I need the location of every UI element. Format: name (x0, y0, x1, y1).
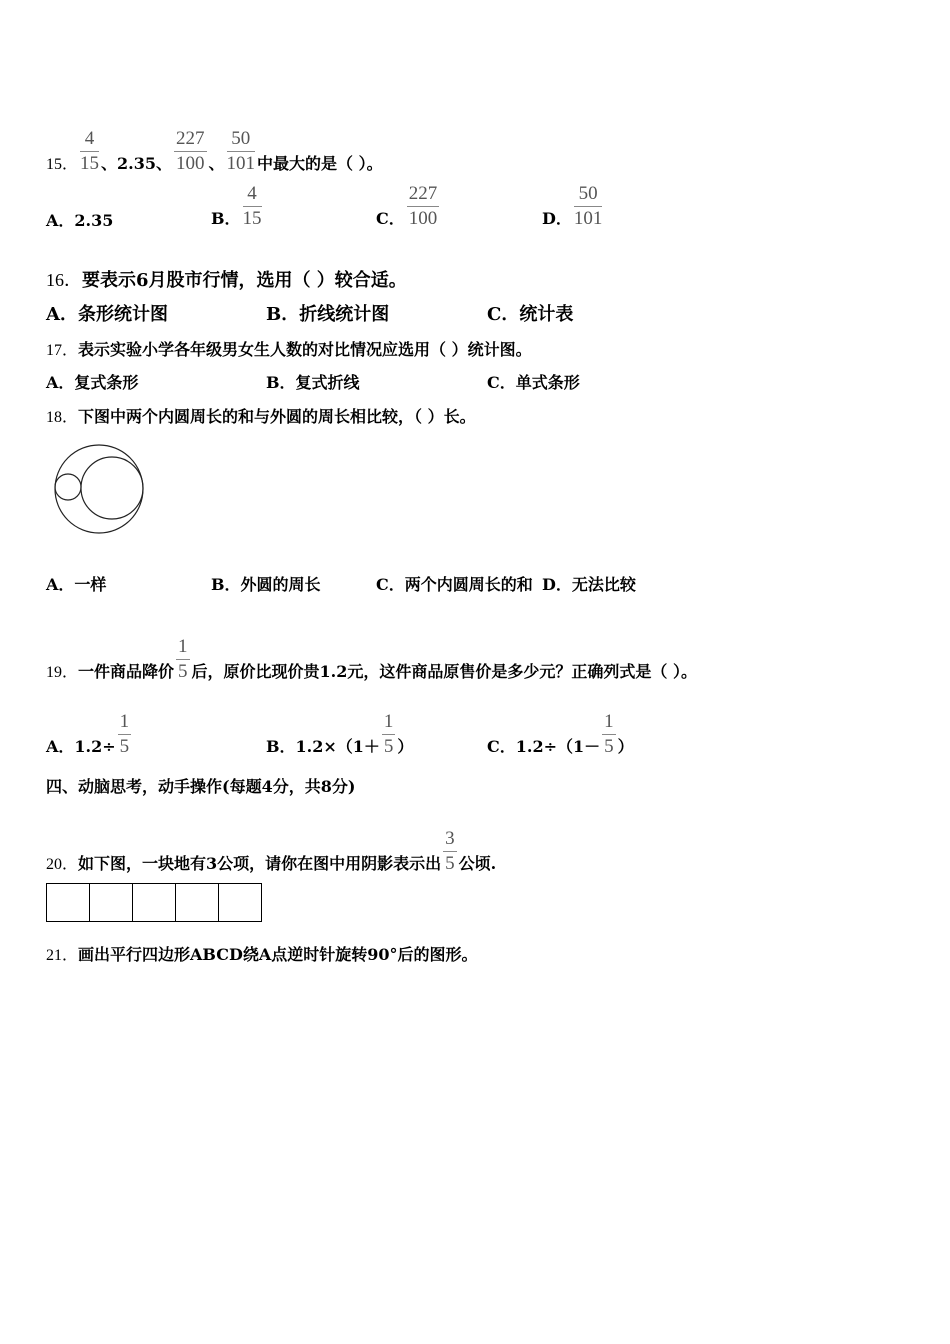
option-text: 2.35 (74, 211, 114, 230)
question-text: 后，原价比现价贵1.2元，这件商品原售价是多少元？正确列式是（ ）。 (191, 662, 697, 681)
question-number: 19． (46, 664, 79, 681)
option-text: 统计表 (519, 304, 574, 325)
question-text: 中最大的是（ ）。 (257, 154, 383, 173)
option-b[interactable] (266, 710, 413, 759)
fraction (443, 827, 457, 876)
option-label: C． (487, 737, 516, 756)
question-15 (46, 127, 383, 176)
denominator: 5 (119, 736, 130, 757)
question-18-options (46, 575, 926, 595)
option-c[interactable] (376, 182, 441, 231)
fraction (602, 710, 616, 759)
option-label: C． (487, 373, 516, 392)
option-label: A． (46, 373, 75, 392)
grid-cell[interactable] (47, 884, 90, 921)
question-number: 18． (46, 409, 79, 426)
fraction (174, 127, 207, 176)
option-label: A． (46, 211, 75, 230)
option-a[interactable] (46, 710, 133, 759)
option-text: 无法比较 (571, 575, 636, 594)
numerator: 4 (243, 182, 262, 207)
option-label: C． (376, 209, 405, 228)
question-number: 17． (46, 342, 79, 359)
denominator: 100 (176, 153, 205, 174)
fraction (243, 182, 262, 231)
fraction (574, 182, 603, 231)
option-text: 两个内圆周长的和 (404, 575, 533, 594)
option-b[interactable] (266, 373, 360, 393)
question-text: 要表示6月股市行情，选用（ ）较合适。 (82, 270, 407, 291)
grid-cell[interactable] (219, 884, 261, 921)
option-d[interactable] (542, 575, 636, 595)
fraction (407, 182, 440, 231)
numerator: 4 (80, 127, 99, 152)
circles-diagram (50, 440, 150, 540)
option-a[interactable] (46, 305, 168, 325)
option-text: 一样 (74, 575, 107, 594)
numerator: 1 (602, 710, 616, 735)
option-label: B． (266, 304, 300, 325)
option-d[interactable] (542, 182, 604, 231)
small-inner-circle (55, 474, 81, 500)
option-label: A． (46, 304, 78, 325)
question-number: 20． (46, 856, 79, 873)
question-number: 16． (46, 270, 82, 290)
section-heading: 四、动脑思考，动手操作(每题4分，共8分) (46, 777, 356, 796)
option-label: D． (542, 575, 572, 594)
option-c[interactable] (376, 575, 533, 595)
option-label: D． (542, 209, 572, 228)
fraction (118, 710, 132, 759)
numerator: 1 (118, 710, 132, 735)
question-16 (46, 270, 407, 291)
numerator: 50 (574, 182, 603, 207)
denominator: 100 (408, 208, 438, 229)
numerator: 1 (382, 710, 396, 735)
fraction (382, 710, 396, 759)
denominator: 5 (383, 736, 394, 757)
option-a[interactable] (46, 373, 138, 393)
question-text: 公顷. (458, 854, 497, 873)
option-label: B． (211, 575, 241, 594)
option-text: 单式条形 (515, 373, 580, 392)
option-c[interactable] (487, 305, 573, 325)
question-20 (46, 827, 496, 876)
option-text: 复式折线 (295, 373, 360, 392)
option-text: 1.2÷（1－ (515, 737, 601, 756)
question-17-options (46, 373, 926, 393)
option-text: 1.2÷ (74, 737, 116, 756)
question-17 (46, 340, 532, 361)
question-text: 一件商品降价 (78, 662, 175, 681)
question-text: 表示实验小学各年级男女生人数的对比情况应选用（ ）统计图。 (78, 340, 532, 359)
denominator: 5 (604, 736, 614, 757)
option-label: C． (487, 304, 520, 325)
denominator: 101 (573, 208, 603, 229)
separator: 、 (208, 154, 225, 173)
option-label: C． (376, 575, 405, 594)
option-label: A． (46, 575, 75, 594)
large-inner-circle (81, 457, 143, 519)
question-text: 下图中两个内圆周长的和与外圆的周长相比较，（ ）长。 (78, 407, 476, 426)
question-number: 21． (46, 947, 79, 964)
numerator: 227 (174, 127, 207, 152)
denominator: 5 (445, 853, 455, 874)
option-label: A． (46, 737, 75, 756)
fraction (80, 127, 99, 176)
fraction (176, 635, 190, 684)
separator: 、2.35、 (101, 154, 172, 173)
option-b[interactable] (266, 305, 389, 325)
option-text: ） (397, 737, 414, 756)
question-text: 如下图，一块地有3公项，请你在图中用阴影表示出 (78, 854, 442, 873)
option-label: B． (266, 737, 296, 756)
outer-circle (55, 445, 143, 533)
question-21 (46, 945, 478, 966)
question-19-options (46, 711, 926, 757)
option-label: B． (266, 373, 296, 392)
fraction (227, 127, 256, 176)
option-text: ） (617, 737, 634, 756)
numerator: 3 (443, 827, 457, 852)
option-a[interactable] (46, 575, 106, 595)
option-text: 折线统计图 (299, 304, 390, 325)
denominator: 15 (242, 208, 262, 229)
option-c[interactable] (487, 710, 634, 759)
question-text: 画出平行四边形ABCD绕A点逆时针旋转90°后的图形。 (78, 945, 478, 964)
option-a[interactable] (46, 211, 113, 231)
grid-cell[interactable] (133, 884, 176, 921)
question-number: 15． (46, 156, 79, 173)
numerator: 50 (227, 127, 256, 152)
question-16-options (46, 305, 926, 325)
option-text: 1.2×（1＋ (295, 737, 380, 756)
numerator: 1 (176, 635, 190, 660)
question-19 (46, 635, 697, 684)
option-text: 复式条形 (74, 373, 139, 392)
option-b[interactable] (211, 575, 321, 595)
question-18 (46, 407, 476, 428)
option-b[interactable] (211, 182, 264, 231)
option-text: 条形统计图 (77, 304, 168, 325)
option-label: B． (211, 209, 241, 228)
option-c[interactable] (487, 373, 580, 393)
option-text: 外圆的周长 (240, 575, 321, 594)
denominator: 101 (226, 153, 256, 174)
numerator: 227 (407, 182, 440, 207)
land-grid (46, 883, 262, 922)
denominator: 15 (80, 153, 100, 174)
denominator: 5 (178, 661, 188, 682)
grid-cell[interactable] (176, 884, 219, 921)
grid-cell[interactable] (90, 884, 133, 921)
